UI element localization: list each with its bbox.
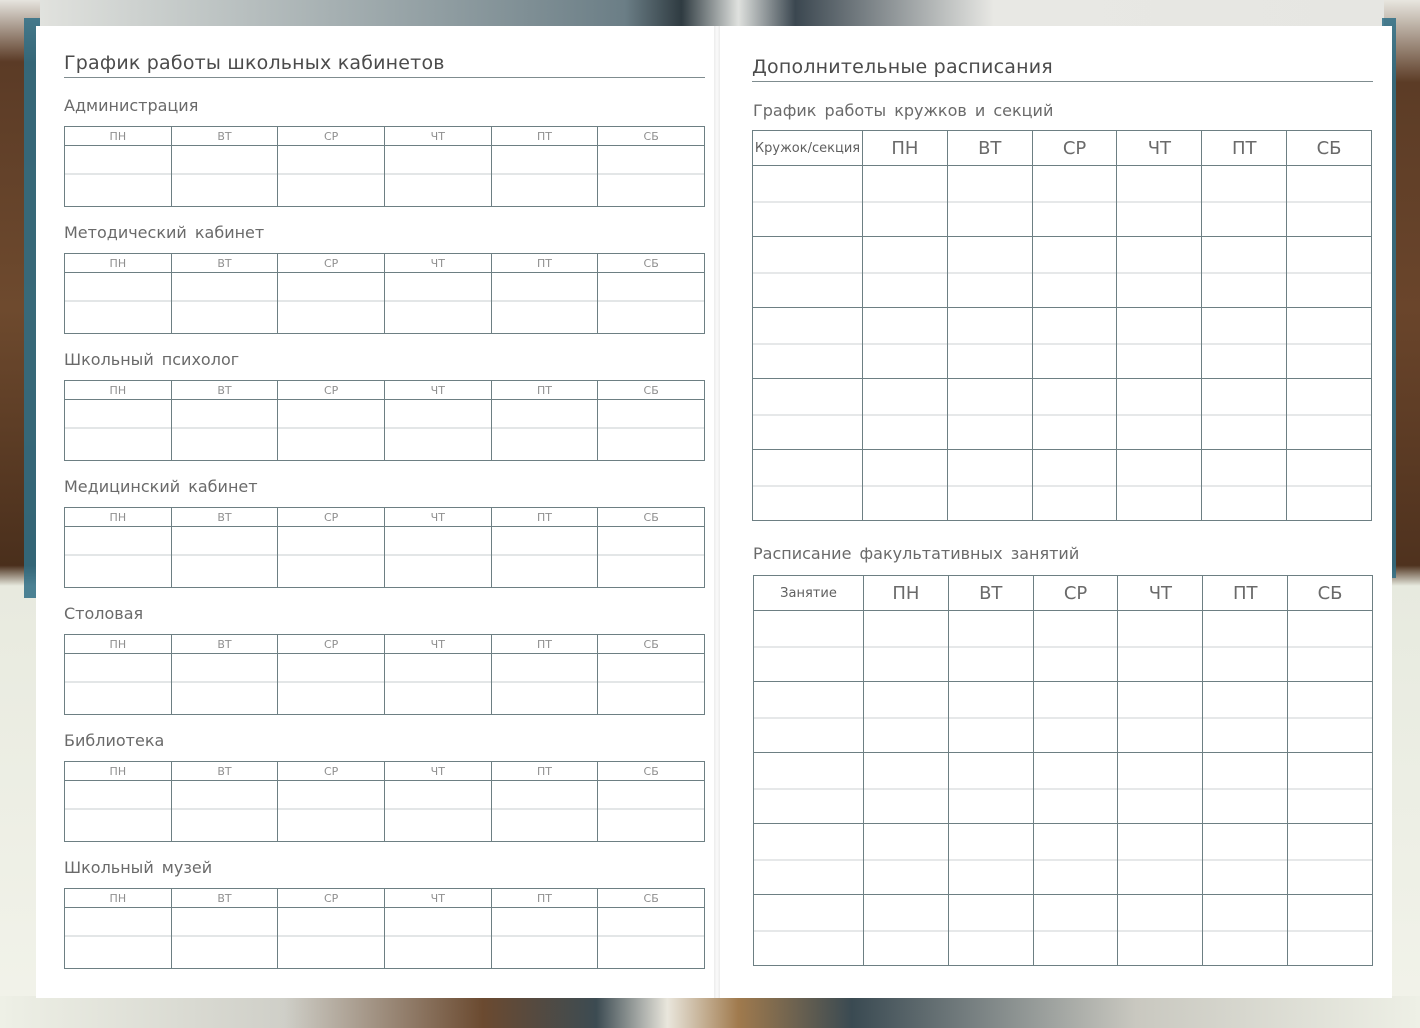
schedule-cell bbox=[1288, 895, 1373, 966]
day-header: ВТ bbox=[171, 762, 278, 781]
day-header: ВТ bbox=[947, 131, 1032, 166]
day-header: ЧТ bbox=[1117, 131, 1202, 166]
day-header: ПТ bbox=[491, 127, 598, 146]
schedule-cell bbox=[1287, 308, 1372, 379]
day-header: СБ bbox=[598, 127, 705, 146]
schedule-cell bbox=[171, 908, 278, 969]
schedule-cell bbox=[65, 908, 172, 969]
day-header: ПН bbox=[65, 635, 172, 654]
day-header: СБ bbox=[598, 508, 705, 527]
day-header: СР bbox=[278, 635, 385, 654]
schedule-cell bbox=[948, 753, 1033, 824]
schedule-cell bbox=[1203, 611, 1288, 682]
day-header: СБ bbox=[598, 889, 705, 908]
day-header: ПН bbox=[65, 889, 172, 908]
electives-first-column-header: Занятие bbox=[754, 576, 864, 611]
schedule-cell bbox=[863, 308, 948, 379]
schedule-entry-row bbox=[65, 527, 705, 588]
clubs-first-column-header: Кружок/секция bbox=[753, 131, 863, 166]
schedule-cell bbox=[753, 166, 863, 237]
schedule-cell bbox=[863, 166, 948, 237]
schedule-entry-row bbox=[65, 273, 705, 334]
schedule-cell bbox=[948, 824, 1033, 895]
schedule-cell bbox=[1033, 895, 1118, 966]
schedule-cell bbox=[1118, 611, 1203, 682]
schedule-cell bbox=[491, 781, 598, 842]
right-page bbox=[720, 26, 1392, 998]
schedule-cell bbox=[598, 781, 705, 842]
schedule-cell bbox=[1033, 824, 1118, 895]
schedule-cell bbox=[947, 379, 1032, 450]
schedule-cell bbox=[1032, 166, 1117, 237]
day-header: ПТ bbox=[491, 889, 598, 908]
office-schedule-table bbox=[64, 634, 705, 715]
day-header: ПН bbox=[65, 381, 172, 400]
schedule-cell bbox=[384, 654, 491, 715]
office-schedule-table bbox=[64, 761, 705, 842]
schedule-entry-row bbox=[65, 146, 705, 207]
day-header: ЧТ bbox=[384, 127, 491, 146]
schedule-cell bbox=[754, 895, 864, 966]
schedule-entry-row bbox=[753, 379, 1372, 450]
schedule-cell bbox=[1032, 450, 1117, 521]
schedule-cell bbox=[948, 611, 1033, 682]
day-header: ЧТ bbox=[384, 889, 491, 908]
schedule-cell bbox=[1288, 682, 1373, 753]
section-label: Администрация bbox=[64, 96, 199, 115]
day-header: ПТ bbox=[491, 635, 598, 654]
day-header-row bbox=[65, 127, 705, 146]
day-header: СБ bbox=[598, 254, 705, 273]
day-header-row bbox=[65, 762, 705, 781]
schedule-cell bbox=[65, 781, 172, 842]
office-schedule-table bbox=[64, 253, 705, 334]
schedule-cell bbox=[947, 237, 1032, 308]
schedule-cell bbox=[1287, 166, 1372, 237]
section-label: Методический кабинет bbox=[64, 223, 265, 242]
day-header: СБ bbox=[598, 635, 705, 654]
page-title-left: График работы школьных кабинетов bbox=[64, 52, 445, 74]
schedule-cell bbox=[947, 166, 1032, 237]
day-header: ЧТ bbox=[384, 762, 491, 781]
day-header: ПН bbox=[863, 131, 948, 166]
day-header: ПН bbox=[65, 508, 172, 527]
schedule-cell bbox=[384, 527, 491, 588]
schedule-cell bbox=[65, 400, 172, 461]
section-label: Столовая bbox=[64, 604, 144, 623]
day-header-row bbox=[65, 508, 705, 527]
day-header: СБ bbox=[1287, 131, 1372, 166]
schedule-cell bbox=[278, 781, 385, 842]
office-schedule-table bbox=[64, 126, 705, 207]
schedule-entry-row bbox=[754, 824, 1373, 895]
left-page bbox=[36, 26, 714, 998]
clubs-header-row bbox=[753, 131, 1372, 166]
day-header: ПН bbox=[864, 576, 949, 611]
office-schedule-table bbox=[64, 507, 705, 588]
day-header: ЧТ bbox=[384, 254, 491, 273]
schedule-cell bbox=[753, 237, 863, 308]
schedule-cell bbox=[1288, 824, 1373, 895]
schedule-cell bbox=[864, 682, 949, 753]
schedule-cell bbox=[1117, 450, 1202, 521]
schedule-cell bbox=[598, 908, 705, 969]
day-header: СР bbox=[278, 508, 385, 527]
schedule-entry-row bbox=[754, 753, 1373, 824]
schedule-cell bbox=[1202, 379, 1287, 450]
schedule-cell bbox=[754, 753, 864, 824]
schedule-cell bbox=[754, 682, 864, 753]
day-header-row bbox=[65, 635, 705, 654]
day-header: СР bbox=[1033, 576, 1118, 611]
electives-header-row bbox=[754, 576, 1373, 611]
schedule-cell bbox=[1203, 895, 1288, 966]
schedule-cell bbox=[1202, 237, 1287, 308]
schedule-cell bbox=[491, 908, 598, 969]
schedule-cell bbox=[864, 753, 949, 824]
schedule-cell bbox=[1287, 237, 1372, 308]
schedule-cell bbox=[598, 654, 705, 715]
electives-table bbox=[753, 575, 1373, 966]
schedule-cell bbox=[1287, 450, 1372, 521]
schedule-cell bbox=[1032, 308, 1117, 379]
section-label: Библиотека bbox=[64, 731, 165, 750]
schedule-cell bbox=[65, 654, 172, 715]
day-header: ПТ bbox=[1202, 131, 1287, 166]
schedule-cell bbox=[1033, 753, 1118, 824]
schedule-cell bbox=[491, 527, 598, 588]
schedule-cell bbox=[65, 146, 172, 207]
schedule-cell bbox=[1032, 237, 1117, 308]
section-label: Школьный музей bbox=[64, 858, 213, 877]
day-header: ВТ bbox=[171, 127, 278, 146]
electives-label: Расписание факультативных занятий bbox=[753, 544, 1080, 563]
schedule-cell bbox=[171, 654, 278, 715]
schedule-cell bbox=[1118, 682, 1203, 753]
schedule-cell bbox=[1203, 753, 1288, 824]
title-underline-left bbox=[64, 77, 705, 78]
schedule-cell bbox=[598, 527, 705, 588]
schedule-cell bbox=[863, 379, 948, 450]
schedule-cell bbox=[598, 146, 705, 207]
schedule-cell bbox=[491, 400, 598, 461]
section-label: Школьный психолог bbox=[64, 350, 240, 369]
schedule-cell bbox=[1033, 611, 1118, 682]
schedule-cell bbox=[863, 450, 948, 521]
schedule-cell bbox=[278, 146, 385, 207]
schedule-cell bbox=[947, 450, 1032, 521]
schedule-cell bbox=[947, 308, 1032, 379]
schedule-cell bbox=[491, 654, 598, 715]
schedule-cell bbox=[1202, 166, 1287, 237]
schedule-cell bbox=[1117, 237, 1202, 308]
day-header: ЧТ bbox=[1118, 576, 1203, 611]
title-underline-right bbox=[752, 81, 1373, 82]
schedule-cell bbox=[278, 400, 385, 461]
schedule-cell bbox=[171, 781, 278, 842]
day-header: ЧТ bbox=[384, 635, 491, 654]
day-header: СР bbox=[278, 762, 385, 781]
day-header: ВТ bbox=[171, 635, 278, 654]
schedule-entry-row bbox=[754, 682, 1373, 753]
schedule-cell bbox=[171, 146, 278, 207]
schedule-cell bbox=[1288, 611, 1373, 682]
schedule-cell bbox=[1203, 682, 1288, 753]
schedule-cell bbox=[598, 273, 705, 334]
schedule-cell bbox=[384, 781, 491, 842]
schedule-cell bbox=[864, 895, 949, 966]
background-bottom bbox=[0, 996, 1420, 1028]
schedule-cell bbox=[1117, 166, 1202, 237]
schedule-cell bbox=[171, 400, 278, 461]
day-header: СР bbox=[278, 127, 385, 146]
office-schedule-table bbox=[64, 380, 705, 461]
day-header: ПТ bbox=[491, 508, 598, 527]
schedule-cell bbox=[278, 908, 385, 969]
day-header: ВТ bbox=[171, 889, 278, 908]
schedule-cell bbox=[278, 654, 385, 715]
schedule-cell bbox=[864, 611, 949, 682]
schedule-cell bbox=[491, 146, 598, 207]
schedule-cell bbox=[948, 895, 1033, 966]
schedule-cell bbox=[753, 308, 863, 379]
day-header: СБ bbox=[598, 762, 705, 781]
schedule-entry-row bbox=[754, 895, 1373, 966]
office-schedule-table bbox=[64, 888, 705, 969]
day-header: ПН bbox=[65, 254, 172, 273]
day-header: ЧТ bbox=[384, 381, 491, 400]
day-header: ВТ bbox=[171, 381, 278, 400]
day-header: СБ bbox=[1288, 576, 1373, 611]
day-header: СР bbox=[1032, 131, 1117, 166]
schedule-entry-row bbox=[753, 450, 1372, 521]
schedule-cell bbox=[863, 237, 948, 308]
schedule-entry-row bbox=[65, 400, 705, 461]
schedule-cell bbox=[171, 273, 278, 334]
schedule-cell bbox=[1288, 753, 1373, 824]
schedule-cell bbox=[1033, 682, 1118, 753]
day-header-row bbox=[65, 381, 705, 400]
schedule-entry-row bbox=[65, 781, 705, 842]
schedule-cell bbox=[1118, 824, 1203, 895]
schedule-entry-row bbox=[65, 908, 705, 969]
schedule-cell bbox=[598, 400, 705, 461]
page-title-right: Дополнительные расписания bbox=[752, 56, 1053, 78]
schedule-cell bbox=[1118, 753, 1203, 824]
schedule-cell bbox=[754, 824, 864, 895]
schedule-cell bbox=[1117, 379, 1202, 450]
clubs-table bbox=[752, 130, 1372, 521]
schedule-cell bbox=[171, 527, 278, 588]
schedule-cell bbox=[864, 824, 949, 895]
schedule-cell bbox=[384, 400, 491, 461]
schedule-cell bbox=[753, 450, 863, 521]
schedule-cell bbox=[1032, 379, 1117, 450]
day-header: СР bbox=[278, 889, 385, 908]
clubs-label: График работы кружков и секций bbox=[753, 101, 1054, 120]
schedule-cell bbox=[278, 273, 385, 334]
day-header: СР bbox=[278, 381, 385, 400]
schedule-entry-row bbox=[754, 611, 1373, 682]
schedule-cell bbox=[1118, 895, 1203, 966]
schedule-entry-row bbox=[753, 166, 1372, 237]
day-header: ПН bbox=[65, 127, 172, 146]
day-header: ВТ bbox=[171, 254, 278, 273]
schedule-cell bbox=[1202, 308, 1287, 379]
day-header: ПТ bbox=[491, 254, 598, 273]
schedule-cell bbox=[1202, 450, 1287, 521]
day-header: ЧТ bbox=[384, 508, 491, 527]
schedule-cell bbox=[278, 527, 385, 588]
day-header: ПТ bbox=[1203, 576, 1288, 611]
schedule-cell bbox=[65, 527, 172, 588]
schedule-cell bbox=[491, 273, 598, 334]
schedule-cell bbox=[754, 611, 864, 682]
day-header: ПН bbox=[65, 762, 172, 781]
day-header: ПТ bbox=[491, 762, 598, 781]
schedule-cell bbox=[948, 682, 1033, 753]
schedule-cell bbox=[384, 273, 491, 334]
schedule-cell bbox=[1287, 379, 1372, 450]
schedule-cell bbox=[65, 273, 172, 334]
schedule-cell bbox=[753, 379, 863, 450]
day-header: СР bbox=[278, 254, 385, 273]
day-header: СБ bbox=[598, 381, 705, 400]
day-header: ПТ bbox=[491, 381, 598, 400]
schedule-entry-row bbox=[753, 237, 1372, 308]
day-header-row bbox=[65, 889, 705, 908]
schedule-cell bbox=[1203, 824, 1288, 895]
schedule-entry-row bbox=[65, 654, 705, 715]
section-label: Медицинский кабинет bbox=[64, 477, 258, 496]
schedule-cell bbox=[1117, 308, 1202, 379]
day-header: ВТ bbox=[171, 508, 278, 527]
day-header-row bbox=[65, 254, 705, 273]
schedule-cell bbox=[384, 146, 491, 207]
schedule-entry-row bbox=[753, 308, 1372, 379]
schedule-cell bbox=[384, 908, 491, 969]
day-header: ВТ bbox=[948, 576, 1033, 611]
